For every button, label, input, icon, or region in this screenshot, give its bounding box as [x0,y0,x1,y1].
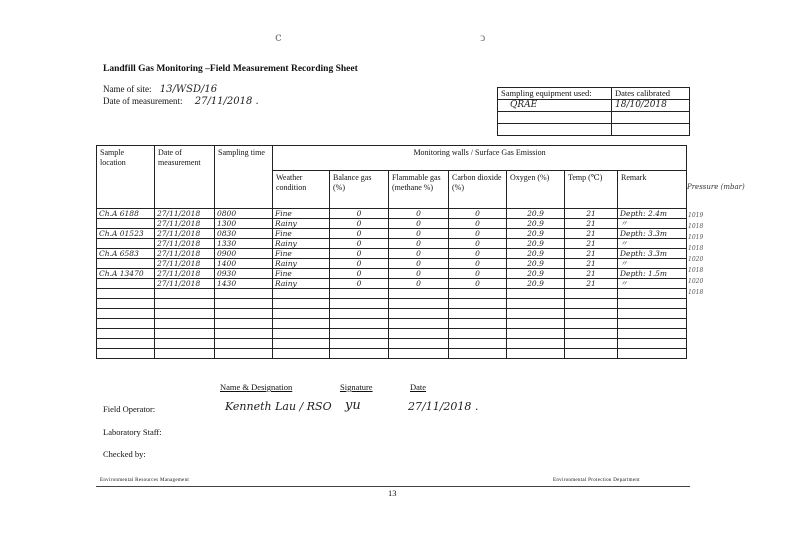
cell-bal: 0 [330,259,389,269]
cell-date [155,349,215,359]
pressure-value: 1018 [688,223,704,230]
cell-temp [565,309,618,319]
header-oxygen: Oxygen (%) [507,171,565,209]
cell-bal [330,309,389,319]
cell-bal [330,349,389,359]
equipment-empty-cell [612,112,690,124]
date-label: Date of measurement: [103,96,183,106]
scan-mark-right: ↄ [480,30,486,44]
cell-loc [97,339,155,349]
cell-time [215,349,273,359]
pressure-value: 1019 [688,234,704,241]
cell-co2: 0 [449,269,507,279]
cell-temp: 21 [565,259,618,269]
cell-bal: 0 [330,279,389,289]
cell-loc: Ch.A 6188 [97,209,155,219]
pressure-value: 1020 [688,278,704,285]
cell-o2: 20.9 [507,229,565,239]
table-row [97,329,687,339]
site-value: 13/WSD/16 [159,84,218,95]
cell-weather: Fine [273,229,330,239]
cell-time [215,299,273,309]
header-monitoring-group: Monitoring walls / Surface Gas Emission [273,146,687,171]
cell-remark: 〃 [618,259,687,269]
cell-flam: 0 [389,269,449,279]
table-row [97,299,687,309]
cell-remark [618,329,687,339]
cell-o2 [507,289,565,299]
header-flammable-gas: Flammable gas (methane %) [389,171,449,209]
cell-date [155,339,215,349]
cell-time [215,339,273,349]
table-row [97,219,687,229]
pressure-label: Pressure (mbar) [687,183,745,191]
cell-bal [330,339,389,349]
cell-time: 0830 [215,229,273,239]
cell-time [215,309,273,319]
cell-weather [273,349,330,359]
cell-loc [97,349,155,359]
cell-weather: Fine [273,249,330,259]
cell-bal: 0 [330,269,389,279]
cell-temp [565,319,618,329]
cell-remark [618,349,687,359]
site-line [103,84,217,95]
cell-co2: 0 [449,249,507,259]
table-row [97,239,687,249]
equipment-empty-cell [612,124,690,136]
calibrated-header: Dates calibrated [612,88,690,100]
cell-flam: 0 [389,219,449,229]
table-row [97,269,687,279]
cell-loc: Ch.A 01523 [97,229,155,239]
cell-co2 [449,309,507,319]
table-row [97,289,687,299]
cell-date: 27/11/2018 [155,259,215,269]
cell-co2 [449,329,507,339]
header-weather: Weather condition [273,171,330,209]
cell-co2: 0 [449,219,507,229]
cell-date [155,289,215,299]
table-row [97,209,687,219]
cell-flam [389,309,449,319]
pressure-value: 1018 [688,245,704,252]
footer-right: Environmental Protection Department [553,478,640,483]
cell-remark: Depth: 1.5m [618,269,687,279]
cell-o2: 20.9 [507,249,565,259]
cell-flam: 0 [389,249,449,259]
cell-date: 27/11/2018 [155,239,215,249]
cell-remark [618,319,687,329]
cell-bal: 0 [330,209,389,219]
cell-loc [97,219,155,229]
cell-date: 27/11/2018 [155,249,215,259]
page-number: 13 [388,488,397,498]
header-temp: Temp (℃) [565,171,618,209]
table-row [97,249,687,259]
field-operator-label: Field Operator: [103,404,156,414]
cell-co2 [449,289,507,299]
cell-flam [389,339,449,349]
footer-divider [96,486,690,487]
cell-flam: 0 [389,209,449,219]
field-operator-name: Kenneth Lau / RSO [225,400,332,413]
cell-co2 [449,299,507,309]
cell-weather: Rainy [273,259,330,269]
cell-flam: 0 [389,279,449,289]
cell-weather [273,289,330,299]
cell-remark [618,309,687,319]
cell-temp [565,349,618,359]
cell-loc [97,329,155,339]
field-operator-date: 27/11/2018 . [408,400,479,413]
footer-left: Environmental Resources Management [100,478,190,483]
cell-temp [565,329,618,339]
header-balance-gas: Balance gas (%) [330,171,389,209]
cell-temp: 21 [565,269,618,279]
header-date: Date [410,382,427,392]
header-remark: Remark [618,171,687,209]
cell-remark: Depth: 3.3m [618,229,687,239]
cell-flam [389,329,449,339]
date-line [103,96,259,107]
cell-o2: 20.9 [507,209,565,219]
table-row [97,349,687,359]
cell-date [155,329,215,339]
cell-weather: Fine [273,209,330,219]
cell-bal [330,319,389,329]
cell-flam [389,289,449,299]
cell-flam: 0 [389,259,449,269]
cell-remark [618,339,687,349]
calibrated-value: 18/10/2018 [612,100,690,112]
cell-time: 1430 [215,279,273,289]
cell-remark [618,299,687,309]
table-row [97,319,687,329]
cell-o2 [507,319,565,329]
cell-remark [618,289,687,299]
header-sample-location: Sample location [97,146,155,209]
cell-date: 27/11/2018 [155,219,215,229]
cell-time [215,329,273,339]
cell-co2: 0 [449,209,507,219]
cell-date: 27/11/2018 [155,269,215,279]
cell-flam: 0 [389,229,449,239]
equipment-value: QRAE [498,100,612,112]
cell-loc [97,309,155,319]
pressure-value: 1018 [688,267,704,274]
cell-loc [97,259,155,269]
cell-bal [330,289,389,299]
cell-weather: Fine [273,269,330,279]
cell-flam [389,299,449,309]
cell-loc [97,319,155,329]
cell-remark: 〃 [618,219,687,229]
cell-o2: 20.9 [507,219,565,229]
equipment-table [497,87,690,136]
cell-bal [330,329,389,339]
cell-loc [97,299,155,309]
cell-remark: Depth: 2.4m [618,209,687,219]
cell-o2: 20.9 [507,279,565,289]
cell-co2 [449,319,507,329]
pressure-value: 1019 [688,212,704,219]
cell-co2: 0 [449,229,507,239]
cell-loc [97,289,155,299]
cell-date: 27/11/2018 [155,209,215,219]
cell-remark: 〃 [618,279,687,289]
cell-weather: Rainy [273,219,330,229]
header-signature: Signature [340,382,373,392]
cell-loc [97,279,155,289]
equipment-header: Sampling equipment used: [498,88,612,100]
cell-o2 [507,339,565,349]
cell-bal: 0 [330,229,389,239]
table-row [97,229,687,239]
cell-o2 [507,349,565,359]
cell-temp: 21 [565,279,618,289]
pressure-value: 1020 [688,256,704,263]
table-row [97,259,687,269]
cell-bal: 0 [330,249,389,259]
cell-date [155,309,215,319]
cell-flam [389,319,449,329]
cell-co2 [449,339,507,349]
cell-time: 0900 [215,249,273,259]
cell-time [215,289,273,299]
measurement-table [96,145,687,359]
equipment-empty-cell [498,124,612,136]
cell-time: 0930 [215,269,273,279]
page-title: Landfill Gas Monitoring –Field Measurement Recording Sheet [103,64,358,74]
cell-temp: 21 [565,229,618,239]
cell-weather: Rainy [273,279,330,289]
table-row [97,339,687,349]
cell-co2: 0 [449,259,507,269]
pressure-value: 1018 [688,289,704,296]
cell-time: 1330 [215,239,273,249]
cell-flam [389,349,449,359]
cell-remark: 〃 [618,239,687,249]
cell-date: 27/11/2018 [155,279,215,289]
cell-o2: 20.9 [507,259,565,269]
cell-date [155,319,215,329]
cell-o2 [507,329,565,339]
cell-o2: 20.9 [507,239,565,249]
cell-weather: Rainy [273,239,330,249]
cell-loc [97,239,155,249]
cell-time: 0800 [215,209,273,219]
scan-mark-left: ⅽ [275,30,282,44]
cell-bal [330,299,389,309]
cell-temp: 21 [565,219,618,229]
cell-remark: Depth: 3.3m [618,249,687,259]
cell-time: 1300 [215,219,273,229]
cell-date: 27/11/2018 [155,229,215,239]
cell-date [155,299,215,309]
header-date-of-measurement: Date of measurement [155,146,215,209]
cell-o2 [507,299,565,309]
table-row [97,279,687,289]
cell-co2: 0 [449,239,507,249]
cell-temp: 21 [565,209,618,219]
cell-temp: 21 [565,239,618,249]
header-sampling-time: Sampling time [215,146,273,209]
equipment-empty-cell [498,112,612,124]
date-value: 27/11/2018 . [194,96,259,107]
header-name-designation: Name & Designation [220,382,293,392]
cell-bal: 0 [330,239,389,249]
cell-weather [273,309,330,319]
cell-loc: Ch.A 13470 [97,269,155,279]
cell-flam: 0 [389,239,449,249]
cell-temp [565,299,618,309]
cell-temp [565,289,618,299]
cell-weather [273,339,330,349]
cell-temp: 21 [565,249,618,259]
site-label: Name of site: [103,84,152,94]
cell-time: 1400 [215,259,273,269]
cell-bal: 0 [330,219,389,229]
cell-time [215,319,273,329]
cell-weather [273,319,330,329]
cell-o2: 20.9 [507,269,565,279]
cell-loc: Ch.A 6583 [97,249,155,259]
cell-co2: 0 [449,279,507,289]
checked-by-label: Checked by: [103,449,146,459]
table-row [97,309,687,319]
cell-temp [565,339,618,349]
cell-weather [273,329,330,339]
laboratory-staff-label: Laboratory Staff: [103,427,162,437]
cell-weather [273,299,330,309]
field-operator-signature: yu [345,398,361,413]
header-carbon-dioxide: Carbon dioxide (%) [449,171,507,209]
cell-o2 [507,309,565,319]
cell-co2 [449,349,507,359]
